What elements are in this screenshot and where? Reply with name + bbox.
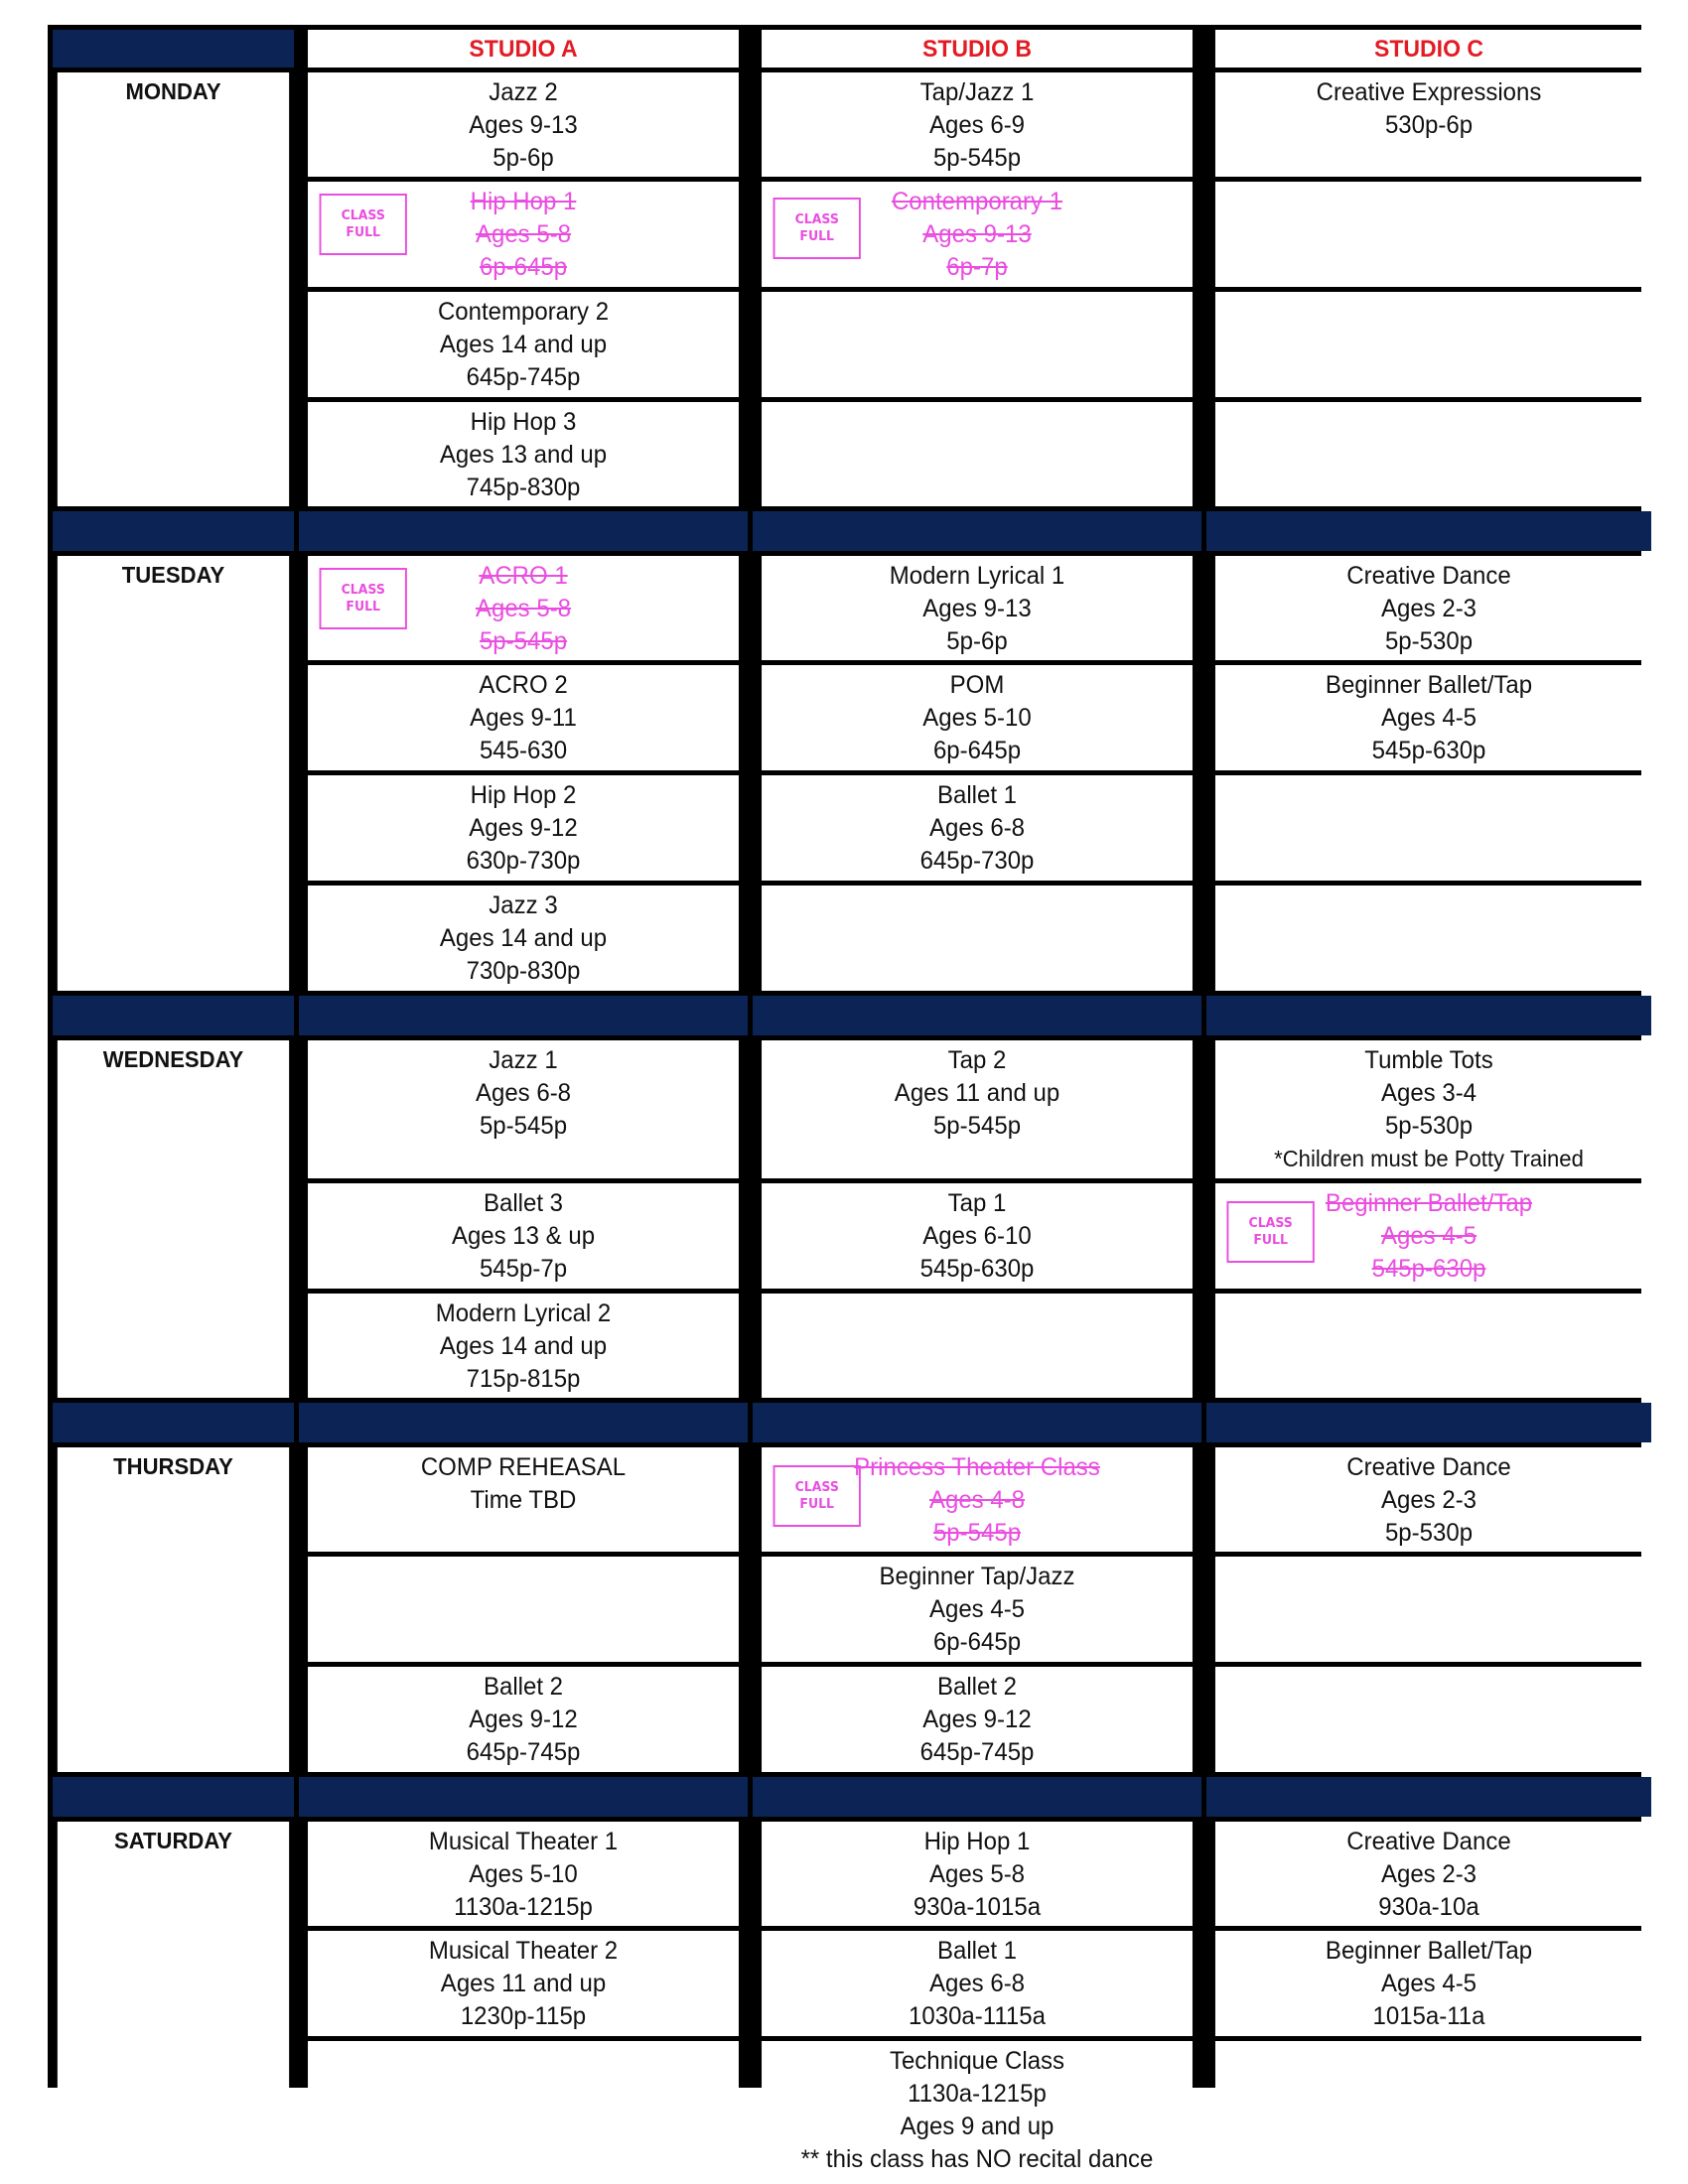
class-full-badge	[774, 1465, 861, 1527]
class-text-line: 6p-645p	[479, 253, 568, 281]
day-label-monday: MONDAY	[58, 72, 289, 506]
class-cell	[762, 665, 1193, 770]
class-text-line: 545-630	[479, 737, 568, 764]
class-text-line: 6p-645p	[932, 1628, 1022, 1656]
class-text-line: 715p-815p	[466, 1365, 581, 1393]
class-text-line: Princess Theater Class	[854, 1453, 1100, 1481]
class-text-line: Tap 2	[947, 1046, 1007, 1074]
class-text-line: Ages 2-3	[1380, 1486, 1477, 1514]
class-text-line: POM	[949, 671, 1005, 699]
class-cell	[1215, 1822, 1642, 1926]
class-text-line: Modern Lyrical 1	[889, 562, 1065, 590]
class-cell	[1215, 665, 1642, 770]
class-cell	[308, 665, 739, 770]
class-cell	[308, 1294, 739, 1398]
class-text-line: Hip Hop 2	[470, 781, 577, 809]
class-text-line: Beginner Ballet/Tap	[1325, 1937, 1533, 1965]
class-text-line: Ages 5-8	[928, 1860, 1026, 1888]
class-text-line: Creative Dance	[1346, 562, 1511, 590]
class-text-line: Ages 2-3	[1380, 595, 1477, 622]
class-text-line: Ages 4-5	[1380, 704, 1477, 732]
separator-bar	[53, 996, 294, 1035]
class-cell	[762, 1667, 1193, 1772]
class-cell	[1215, 72, 1642, 177]
full-class-cell	[762, 182, 1193, 287]
class-text-line: 530p-6p	[1384, 111, 1474, 139]
empty-cell	[1215, 402, 1642, 506]
class-text-line: 5p-530p	[1384, 627, 1474, 655]
class-text-line: Ages 2-3	[1380, 1860, 1477, 1888]
class-text-line: Musical Theater 2	[428, 1937, 619, 1965]
class-text-line: Ages 6-9	[928, 111, 1026, 139]
class-full-badge	[1226, 1201, 1314, 1263]
separator-bar	[299, 1777, 748, 1817]
class-text-line: Ages 4-5	[1380, 1970, 1477, 1997]
class-text-line: FULL	[346, 225, 380, 240]
class-text-line: Tap/Jazz 1	[919, 78, 1035, 106]
class-text-line: CLASS	[794, 1480, 839, 1495]
class-text-line: Hip Hop 3	[470, 408, 577, 436]
class-text-line: 1015a-11a	[1372, 2002, 1485, 2030]
class-text-line: 5p-530p	[1384, 1112, 1474, 1140]
class-text-line: 5p-545p	[932, 144, 1022, 172]
class-text-line: 645p-730p	[919, 847, 1035, 875]
class-text-line: Ages 9-12	[469, 1706, 578, 1733]
potty-trained-note: *Children must be Potty Trained	[1274, 1146, 1584, 1171]
class-text-line: Ages 5-8	[475, 220, 572, 248]
class-cell	[308, 1040, 739, 1178]
class-text-line: 545p-630p	[919, 1255, 1035, 1283]
class-text-line: 645p-745p	[466, 1738, 581, 1766]
empty-cell	[762, 1294, 1193, 1398]
class-cell	[308, 1667, 739, 1772]
class-text-line: Ages 5-10	[469, 1860, 578, 1888]
class-text-line: Ballet 1	[936, 1937, 1018, 1965]
separator-bar	[299, 1403, 748, 1442]
separator-bar	[753, 996, 1201, 1035]
class-text-line: Ages 11 and up	[440, 1970, 607, 1997]
day-label-saturday: SATURDAY	[58, 1822, 289, 2179]
class-text-line: Ages 14 and up	[439, 331, 608, 358]
class-text-line: Technique Class	[889, 2047, 1065, 2075]
class-text-line: Jazz 3	[489, 891, 558, 919]
empty-cell	[1215, 292, 1642, 397]
day-label-thursday: THURSDAY	[58, 1447, 289, 1772]
class-text-line: 1030a-1115a	[909, 2002, 1046, 2030]
class-text-line: 930a-10a	[1378, 1893, 1479, 1921]
separator-bar	[753, 1777, 1201, 1817]
class-text-line: Musical Theater 1	[428, 1828, 619, 1855]
class-text-line: Ages 9-11	[470, 704, 577, 732]
studio-c-header: STUDIO C	[1215, 30, 1642, 68]
class-text-line: 630p-730p	[466, 847, 581, 875]
full-class-cell	[1215, 1183, 1642, 1289]
class-cell	[762, 72, 1193, 177]
empty-cell	[1215, 775, 1642, 881]
empty-cell	[762, 886, 1193, 991]
separator-bar	[1206, 1777, 1651, 1817]
class-text-line: Ages 5-10	[922, 704, 1032, 732]
class-text-line: FULL	[346, 600, 380, 614]
class-text-line: Ages 6-8	[475, 1079, 572, 1107]
class-text-line: Ages 13 & up	[451, 1222, 596, 1250]
class-text-line: Ages 4-8	[928, 1486, 1026, 1514]
class-cell	[308, 292, 739, 397]
class-text-line: 545p-630p	[1371, 737, 1486, 764]
separator-bar	[753, 511, 1201, 551]
class-text-line: FULL	[799, 229, 835, 244]
day-label-wednesday: WEDNESDAY	[58, 1040, 289, 1398]
class-text-line: Creative Dance	[1346, 1828, 1511, 1855]
class-full-badge	[320, 194, 407, 255]
class-text-line: 5p-6p	[492, 144, 554, 172]
class-text-line: 645p-745p	[466, 363, 581, 391]
class-text-line: CLASS	[341, 583, 385, 598]
studio-b-header: STUDIO B	[762, 30, 1193, 68]
class-cell	[762, 1183, 1193, 1289]
separator-bar	[53, 1403, 294, 1442]
class-text-line: CLASS	[341, 208, 385, 223]
class-cell	[762, 1557, 1193, 1662]
class-cell	[1215, 1447, 1642, 1552]
class-full-badge	[774, 198, 861, 259]
class-text-line: Ages 4-5	[1380, 1222, 1477, 1250]
full-class-cell	[308, 556, 739, 660]
separator-bar	[1206, 996, 1651, 1035]
class-cell	[308, 72, 739, 177]
class-text-line: 5p-6p	[946, 627, 1008, 655]
class-text-line: Creative Dance	[1346, 1453, 1511, 1481]
class-text-line: Contemporary 1	[891, 188, 1063, 215]
header-corner	[53, 30, 294, 68]
class-text-line: Ages 9-12	[469, 814, 578, 842]
class-text-line: ACRO 2	[479, 671, 568, 699]
class-text-line: 5p-545p	[479, 627, 568, 655]
class-text-line: Ages 14 and up	[439, 924, 608, 952]
class-text-line: Ages 3-4	[1380, 1079, 1477, 1107]
separator-bar	[299, 996, 748, 1035]
class-cell	[308, 1822, 739, 1926]
class-text-line: Creative Expressions	[1316, 78, 1542, 106]
empty-cell	[308, 2041, 739, 2179]
class-text-line: FULL	[799, 1497, 835, 1512]
empty-cell	[1215, 1667, 1642, 1772]
class-text-line: Ages 9 and up	[900, 2113, 1055, 2140]
class-text-line: Beginner Ballet/Tap	[1325, 671, 1533, 699]
separator-bar	[299, 511, 748, 551]
class-text-line: 5p-545p	[479, 1112, 568, 1140]
class-text-line: Beginner Tap/Jazz	[879, 1563, 1075, 1590]
class-text-line: Ages 9-13	[922, 595, 1032, 622]
class-cell	[308, 886, 739, 991]
class-text-line: 730p-830p	[466, 957, 581, 985]
class-cell	[308, 1931, 739, 2036]
class-full-badge	[320, 568, 407, 629]
class-cell	[762, 1931, 1193, 2036]
class-text-line: Ages 6-8	[928, 814, 1026, 842]
studio-a-header: STUDIO A	[308, 30, 739, 68]
class-text-line: Ages 4-5	[928, 1595, 1026, 1623]
class-text-line: 6p-7p	[946, 253, 1008, 281]
class-cell	[308, 775, 739, 881]
class-text-line: 745p-830p	[466, 474, 581, 501]
class-text-line: Ages 5-8	[475, 595, 572, 622]
class-text-line: Beginner Ballet/Tap	[1325, 1189, 1533, 1217]
class-text-line: Time TBD	[470, 1486, 577, 1514]
class-text-line: Ages 6-10	[922, 1222, 1032, 1250]
empty-cell	[762, 292, 1193, 397]
class-text-line: Ballet 1	[936, 781, 1018, 809]
class-text-line: CLASS	[1248, 1216, 1293, 1231]
class-text-line: CLASS	[794, 212, 839, 227]
class-text-line: Tap 1	[947, 1189, 1007, 1217]
class-text-line: Ages 9-12	[922, 1706, 1032, 1733]
empty-cell	[762, 402, 1193, 506]
class-text-line: Hip Hop 1	[470, 188, 577, 215]
class-text-line: ACRO 1	[479, 562, 568, 590]
class-text-line: Ages 11 and up	[894, 1079, 1060, 1107]
separator-bar	[753, 1403, 1201, 1442]
class-cell	[1215, 556, 1642, 660]
class-text-line: Ballet 2	[936, 1673, 1018, 1701]
separator-bar	[53, 511, 294, 551]
class-cell	[1215, 1040, 1642, 1178]
class-text-line: ** this class has NO recital dance	[800, 2145, 1154, 2173]
class-text-line: Ages 13 and up	[439, 441, 608, 469]
class-cell	[1215, 1931, 1642, 2036]
day-label-tuesday: TUESDAY	[58, 556, 289, 991]
empty-cell	[308, 1557, 739, 1662]
class-cell	[308, 1183, 739, 1289]
class-text-line: Jazz 2	[489, 78, 558, 106]
class-cell	[762, 1822, 1193, 1926]
schedule-table	[48, 25, 1641, 2173]
class-text-line: Ballet 2	[483, 1673, 564, 1701]
class-text-line: 5p-530p	[1384, 1519, 1474, 1547]
class-text-line: FULL	[1253, 1233, 1288, 1248]
empty-cell	[1215, 1557, 1642, 1662]
class-text-line: Ages 9-13	[922, 220, 1032, 248]
full-class-cell	[308, 182, 739, 287]
class-text-line: Jazz 1	[489, 1046, 558, 1074]
class-cell	[762, 2041, 1193, 2179]
class-text-line: 6p-645p	[932, 737, 1022, 764]
class-text-line: 930a-1015a	[913, 1893, 1042, 1921]
separator-bar	[53, 1777, 294, 1817]
empty-cell	[1215, 182, 1642, 287]
class-text-line: Modern Lyrical 2	[435, 1299, 612, 1327]
class-text-line: Ages 14 and up	[439, 1332, 608, 1360]
class-cell	[762, 1040, 1193, 1178]
full-class-cell	[762, 1447, 1193, 1552]
class-text-line: Tumble Tots	[1364, 1046, 1493, 1074]
class-text-line: 1130a-1215p	[908, 2080, 1047, 2108]
empty-cell	[1215, 886, 1642, 991]
class-cell	[762, 775, 1193, 881]
class-text-line: 545p-7p	[479, 1255, 568, 1283]
class-text-line: Ages 9-13	[469, 111, 578, 139]
class-text-line: 645p-745p	[919, 1738, 1035, 1766]
class-text-line: 545p-630p	[1371, 1255, 1486, 1283]
class-text-line: COMP REHEASAL	[420, 1453, 627, 1481]
separator-bar	[1206, 1403, 1651, 1442]
separator-bar	[1206, 511, 1651, 551]
empty-cell	[1215, 1294, 1642, 1398]
class-text-line: 1230p-115p	[460, 2002, 587, 2030]
class-text-line: 5p-545p	[932, 1112, 1022, 1140]
empty-cell	[1215, 2041, 1642, 2179]
class-text-line: Hip Hop 1	[923, 1828, 1031, 1855]
class-cell	[308, 1447, 739, 1552]
class-text-line: Ages 6-8	[928, 1970, 1026, 1997]
class-text-line: Ballet 3	[483, 1189, 564, 1217]
class-cell	[762, 556, 1193, 660]
class-text-line: Contemporary 2	[437, 298, 610, 326]
class-text-line: 5p-545p	[932, 1519, 1022, 1547]
class-cell	[308, 402, 739, 506]
class-text-line: 1130a-1215p	[454, 1893, 593, 1921]
